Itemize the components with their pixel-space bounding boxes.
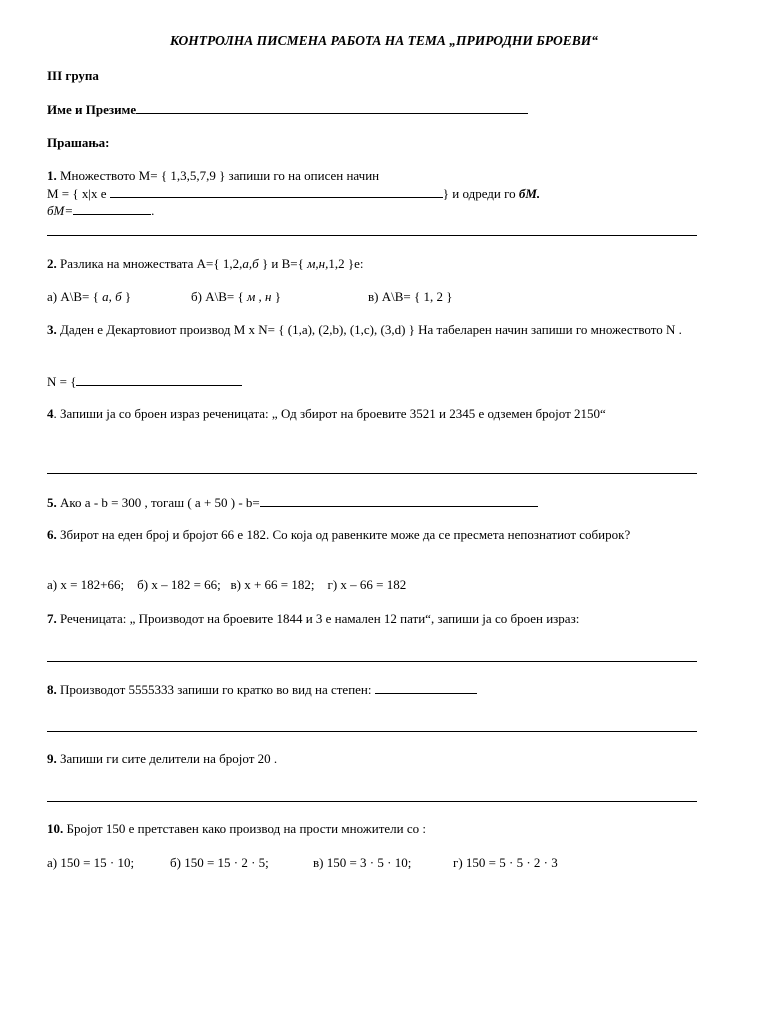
question-2-option-a[interactable] bbox=[47, 289, 131, 306]
option-text: } bbox=[121, 289, 132, 304]
question-number: 9. bbox=[47, 751, 57, 766]
question-10-option-c[interactable]: в) 150 = 3 · 5 · 10; bbox=[313, 855, 412, 870]
cardinality-blank[interactable] bbox=[73, 202, 151, 215]
name-label: Име и Презиме bbox=[47, 102, 137, 117]
question-number: 8. bbox=[47, 682, 57, 697]
option-text: б) A\B= { bbox=[191, 289, 247, 304]
question-number: 2. bbox=[47, 256, 57, 271]
answer-blank[interactable] bbox=[76, 373, 242, 386]
question-2-option-c[interactable]: в) A\B= { 1, 2 } bbox=[368, 289, 453, 304]
answer-prefix: N = { bbox=[47, 374, 77, 389]
set-description-blank[interactable] bbox=[110, 185, 443, 198]
option-elements: м , н bbox=[246, 289, 272, 304]
question-5 bbox=[47, 494, 538, 512]
question-text: Збирот на еден број и бројот 66 е 182. Со која од равенките може да се пресмета непознатиот собирок? bbox=[56, 527, 631, 542]
question-number: 4 bbox=[47, 406, 54, 421]
name-blank[interactable] bbox=[136, 101, 528, 114]
question-10 bbox=[47, 821, 426, 838]
question-number: 5. bbox=[47, 495, 57, 510]
cardinality-symbol: бM. bbox=[518, 186, 541, 201]
question-text: Бројот 150 е претставен како производ на прости множители со : bbox=[63, 821, 426, 836]
set-elements: м,н, bbox=[307, 256, 329, 271]
question-number: 7. bbox=[47, 611, 57, 626]
page-title: КОНТРОЛНА ПИСМЕНА РАБОТА НА ТЕМА „ПРИРОДНИ БРОЕВИ“ bbox=[170, 33, 598, 48]
question-text: Производот 5555333 запиши го кратко во вид на степен: bbox=[56, 682, 375, 697]
question-3-answer bbox=[47, 373, 242, 391]
set-elements: а,б bbox=[242, 256, 259, 271]
answer-blank[interactable] bbox=[375, 681, 477, 694]
answer-line[interactable] bbox=[47, 801, 697, 802]
question-4 bbox=[47, 406, 697, 423]
question-2 bbox=[47, 256, 364, 273]
option-text: а) A\B= { bbox=[47, 289, 103, 304]
question-text: Запиши ги сите делители на бројот 20 . bbox=[56, 751, 278, 766]
answer-line[interactable] bbox=[47, 235, 697, 236]
question-2-option-b[interactable] bbox=[191, 289, 281, 306]
question-number: 1. bbox=[47, 168, 57, 183]
question-1-line-3 bbox=[47, 202, 154, 220]
option-text: } bbox=[271, 289, 281, 304]
cardinality-label: бM= bbox=[47, 203, 74, 218]
question-3 bbox=[47, 322, 697, 339]
question-text: 1,2 }е: bbox=[328, 256, 364, 271]
question-8 bbox=[47, 681, 477, 699]
group-label: III група bbox=[47, 68, 99, 83]
question-9 bbox=[47, 751, 277, 768]
answer-line[interactable] bbox=[47, 473, 697, 474]
question-number: 10. bbox=[47, 821, 64, 836]
question-10-option-d[interactable]: г) 150 = 5 · 5 · 2 · 3 bbox=[453, 855, 558, 870]
answer-blank[interactable] bbox=[260, 494, 538, 507]
set-notation: M = { x|x e bbox=[47, 186, 110, 201]
question-text: . Запиши ја со броен израз реченицата: „ Од збирот на броевите 3521 и 2345 е одземен бројот 2150“ bbox=[53, 406, 606, 421]
question-text: Ако a - b = 300 , тогаш ( a + 50 ) - b= bbox=[56, 495, 260, 510]
question-6-options[interactable]: а) x = 182+66; б) x – 182 = 66; в) x + 66 = 182; г) x – 66 = 182 bbox=[47, 577, 407, 592]
question-7 bbox=[47, 611, 579, 628]
question-text: Множеството M= { 1,3,5,7,9 } запиши го на описен начин bbox=[56, 168, 380, 183]
question-6 bbox=[47, 527, 697, 544]
period: . bbox=[151, 203, 155, 218]
question-number: 3. bbox=[47, 322, 57, 337]
answer-line[interactable] bbox=[47, 731, 697, 732]
question-1 bbox=[47, 168, 379, 185]
question-number: 6. bbox=[47, 527, 57, 542]
option-elements: а, б bbox=[102, 289, 122, 304]
question-10-option-b[interactable]: б) 150 = 15 · 2 · 5; bbox=[170, 855, 269, 870]
question-text: Разлика на множествата A={ 1,2, bbox=[56, 256, 243, 271]
name-field-row bbox=[47, 101, 528, 119]
question-text: Даден е Декартовиот производ M x N= { (1,a), (2,b), (1,c), (3,d) } На табеларен начин запиши го множеството N . bbox=[56, 322, 682, 337]
question-10-option-a[interactable]: а) 150 = 15 · 10; bbox=[47, 855, 135, 870]
question-text: } и B={ bbox=[258, 256, 308, 271]
question-text: } и одреди го bbox=[442, 186, 519, 201]
question-text: Реченицата: „ Производот на броевите 1844 и 3 е намален 12 пати“, запиши ја со броен израз: bbox=[56, 611, 580, 626]
questions-label: Прашања: bbox=[47, 135, 110, 150]
question-1-line-2 bbox=[47, 185, 540, 203]
answer-line[interactable] bbox=[47, 661, 697, 662]
